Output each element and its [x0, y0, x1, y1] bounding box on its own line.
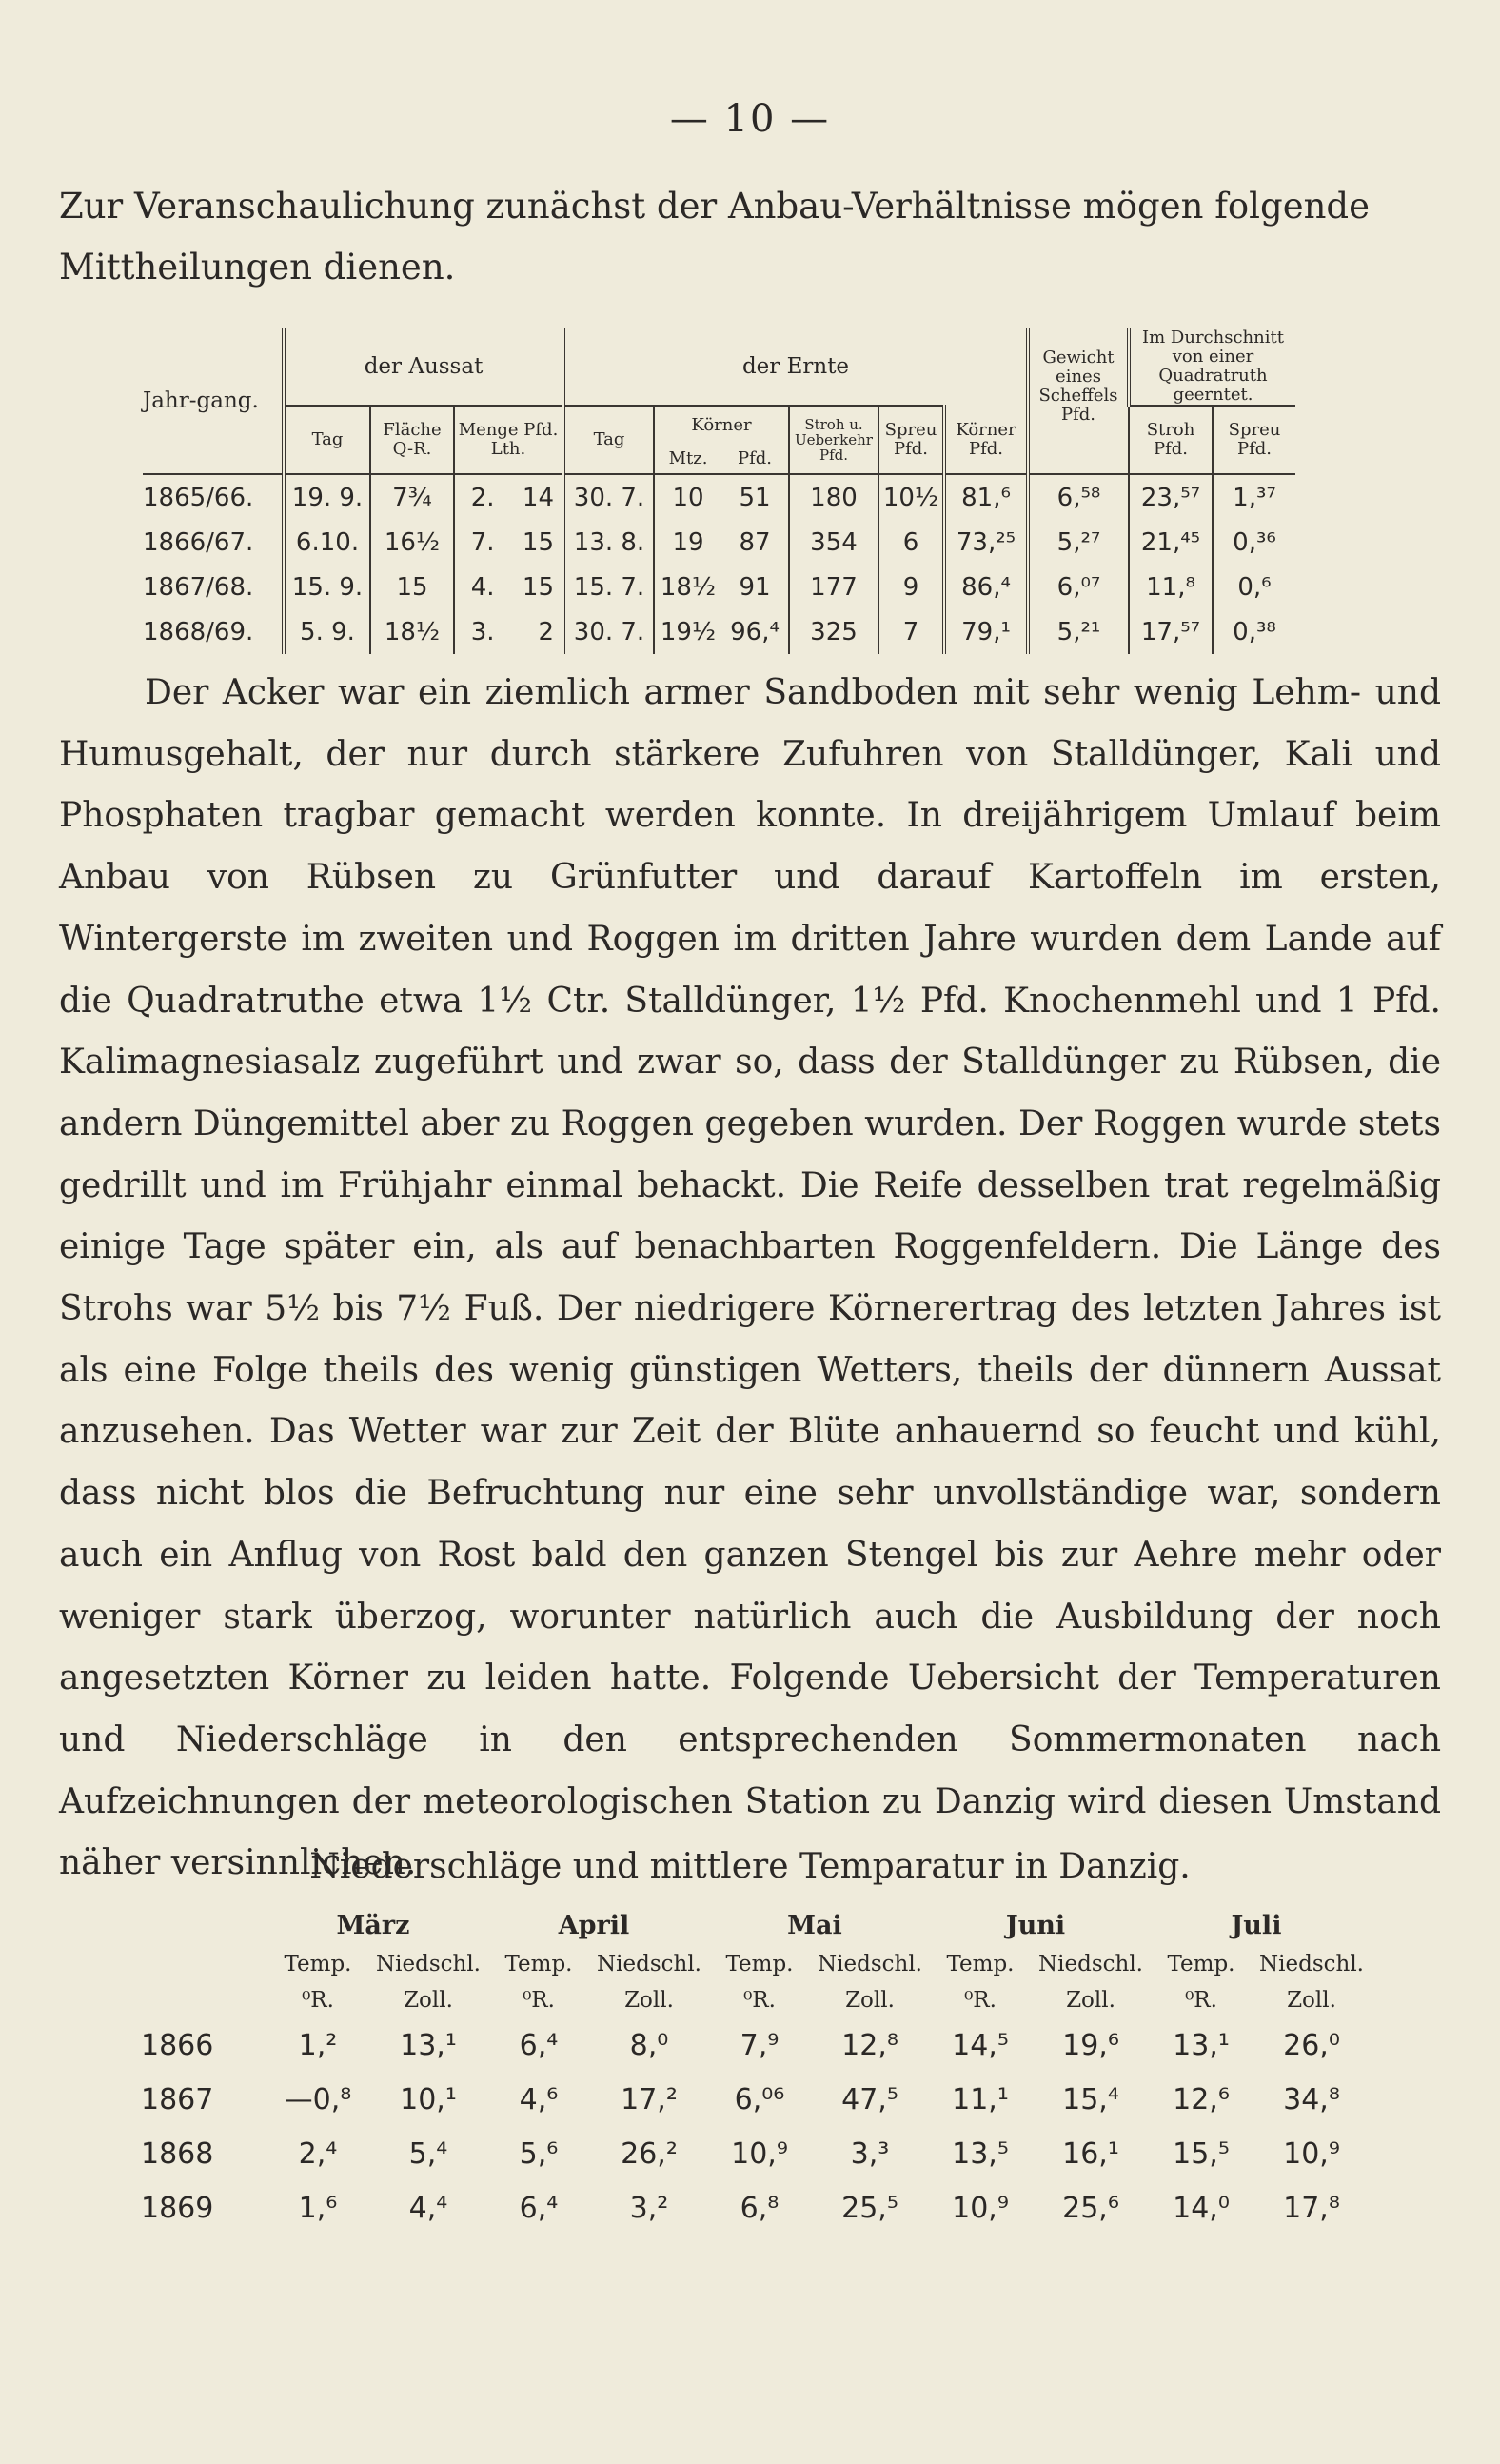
cell-gewicht: 81,⁶: [944, 474, 1028, 520]
table-row: [141, 2127, 1367, 2181]
cell-sp: 0,³⁸: [1213, 609, 1295, 654]
cell-a-tag: 5. 9.: [284, 609, 370, 654]
cell-s: 11,⁸: [1129, 565, 1213, 609]
table-cell: 26,⁰: [1283, 2029, 1340, 2062]
cell-pfd: 96,⁴: [730, 617, 780, 646]
cell-stroh: 177: [789, 565, 878, 609]
cell-year: 1868/69.: [143, 617, 254, 646]
intro-paragraph: [59, 176, 1441, 298]
unit-nieder: Zoll.: [404, 1988, 453, 2013]
table-cell: 6,⁰⁶: [734, 2083, 785, 2116]
table-cell: 25,⁵: [841, 2192, 898, 2225]
th-ernte: der Ernte: [563, 328, 1028, 406]
unit-temp: ⁰R.: [1185, 1988, 1217, 2013]
table-cell: 14,⁵: [952, 2029, 1009, 2062]
table-cell: 10,⁹: [731, 2137, 788, 2171]
table-cell: 6,⁸: [740, 2192, 780, 2225]
cell-e-tag: 15. 7.: [563, 565, 654, 609]
table-cell: 10,¹: [400, 2083, 457, 2116]
table-cell: 19,⁶: [1062, 2029, 1119, 2062]
table-cell: 8,⁰: [629, 2029, 669, 2062]
corner-cell: [141, 1946, 263, 1982]
month-header: April: [558, 1910, 630, 1940]
cell-a-pfd: 3.: [454, 609, 503, 654]
cell-a-lth: 15: [522, 527, 554, 557]
cell-a-lth: 14: [522, 483, 554, 512]
cell-gewicht: 86,⁴: [944, 565, 1028, 609]
nieder-label: Niedschl.: [1038, 1952, 1143, 1977]
cell-spreu: 10½: [878, 474, 944, 520]
cell-a-tag: 19. 9.: [284, 474, 370, 520]
weather-table: [141, 1904, 1367, 2235]
cell-stroh: 354: [789, 520, 878, 565]
table-cell: 10,⁹: [952, 2192, 1009, 2225]
th-ernte-koerner: Körner: [654, 406, 789, 445]
unit-temp: ⁰R.: [964, 1988, 997, 2013]
intro-text: Zur Veranschaulichung zunächst der Anbau-Verhältnisse mögen folgende Mittheilungen dienen.: [59, 186, 1371, 288]
nieder-label: Niedschl.: [1259, 1952, 1364, 1977]
table-cell: 5,⁶: [519, 2137, 559, 2171]
unit-temp: ⁰R.: [523, 1988, 555, 2013]
table-cell: 13,¹: [1173, 2029, 1230, 2062]
cell-a-fl: 15: [370, 565, 454, 609]
th-aussat: der Aussat: [284, 328, 563, 406]
row-year: 1868: [141, 2137, 214, 2171]
cell-sp: 0,⁶: [1213, 565, 1295, 609]
cell-k: 6,⁵⁸: [1028, 474, 1129, 520]
nieder-label: Niedschl.: [597, 1952, 701, 1977]
table-cell: 34,⁸: [1283, 2083, 1340, 2116]
cell-stroh: 180: [789, 474, 878, 520]
unit-nieder: Zoll.: [1287, 1988, 1336, 2013]
cell-k: 5,²¹: [1028, 609, 1129, 654]
cell-a-fl: 16½: [370, 520, 454, 565]
nieder-label: Niedschl.: [818, 1952, 922, 1977]
body-text: Der Acker war ein ziemlich armer Sandboden mit sehr wenig Lehm- und Humusgehalt, der nur durch stärkere Zufuhren von Stalldünger, Kali und Phosphaten tragbar gemacht werden konnte. In dreijährigem Umlauf beim Anbau von Rübsen zu Grünfutter und darauf Kartoffeln im ersten, Wintergerste im zweiten und Roggen im dritten Jahre wurden dem Lande auf die Quadratruthe etwa 1½ Ctr. Stalldünger, 1½ Pfd. Knochenmehl und 1 Pfd. Kalimagnesiasalz zugeführt und zwar so, dass der Stalldünger zu Rübsen, die andern Düngemittel aber zu Roggen gegeben wurden. Der Roggen wurde stets gedrillt und im Frühjahr einmal behackt. Die Reife desselben trat regelmäßig einige Tage später ein, als auf benachbarten Roggenfeldern. Die Länge des Strohs war 5½ bis 7½ Fuß. Der niedrigere Körnerertrag des letzten Jahres ist als eine Folge theils des wenig günstigen Wetters, theils der dünnern Aussat anzusehen. Das Wetter war zur Zeit der Blüte anhauernd so feucht und kühl, dass nicht blos die Befruchtung nur eine sehr unvollständige war, sondern auch ein Anflug von Rost bald den ganzen Stengel bis zur Aehre mehr oder weniger stark überzog, worunter natürlich auch die Ausbildung der noch angesetzten Körner zu leiden hatte. Folgende Uebersicht der Temperaturen und Niederschläge in den entsprechenden Sommermonaten nach Aufzeichnungen der meteorologischen Station zu Danzig wird diesen Umstand näher versinnlichen.: [59, 673, 1441, 1883]
th-qr-koerner: Körner Pfd.: [944, 406, 1028, 474]
temp-label: Temp.: [725, 1952, 794, 1977]
row-year: 1869: [141, 2192, 214, 2225]
temp-label: Temp.: [504, 1952, 573, 1977]
table-row: [143, 565, 1295, 609]
unit-temp: ⁰R.: [302, 1988, 334, 2013]
temp-label: Temp.: [284, 1952, 352, 1977]
table-cell: 1,²: [298, 2029, 338, 2062]
table-cell: 26,²: [621, 2137, 678, 2171]
table-cell: 7,⁹: [740, 2029, 780, 2062]
table-row: [141, 2018, 1367, 2073]
table-cell: 14,⁰: [1173, 2192, 1230, 2225]
month-header: Juli: [1231, 1910, 1282, 1940]
table-cell: 17,⁸: [1283, 2192, 1340, 2225]
table-cell: 47,⁵: [841, 2083, 898, 2116]
th-ernte-stroh: Stroh u. Ueberkehr Pfd.: [789, 406, 878, 474]
cell-mtz: 19: [654, 520, 721, 565]
th-qr: Im Durchschnitt von einer Quadratruth geerntet.: [1129, 328, 1295, 406]
cell-year: 1867/68.: [143, 572, 254, 602]
unit-temp: ⁰R.: [743, 1988, 776, 2013]
table-row: [143, 609, 1295, 654]
cell-s: 23,⁵⁷: [1129, 474, 1213, 520]
cell-k: 6,⁰⁷: [1028, 565, 1129, 609]
cell-pfd: 51: [739, 483, 771, 512]
cell-s: 21,⁴⁵: [1129, 520, 1213, 565]
corner-cell: [141, 1904, 263, 1946]
th-ernte-tag: Tag: [563, 406, 654, 474]
table-cell: 12,⁶: [1173, 2083, 1230, 2116]
cell-a-tag: 15. 9.: [284, 565, 370, 609]
cell-a-pfd: 7.: [454, 520, 503, 565]
month-header: Mai: [787, 1910, 842, 1940]
table-cell: 15,⁵: [1173, 2137, 1230, 2171]
th-ernte-pfd: Pfd.: [721, 445, 789, 474]
table-cell: 17,²: [621, 2083, 678, 2116]
cell-pfd: 91: [739, 572, 771, 602]
nieder-label: Niedschl.: [376, 1952, 481, 1977]
th-year: Jahr-gang.: [143, 328, 284, 474]
th-aussat-menge: Menge Pfd. Lth.: [454, 406, 563, 474]
cell-sp: 1,³⁷: [1213, 474, 1295, 520]
table-cell: 6,⁴: [519, 2192, 559, 2225]
cell-e-tag: 30. 7.: [563, 609, 654, 654]
th-gewicht: Gewicht eines Scheffels Pfd.: [1028, 328, 1129, 445]
table-row: [141, 2181, 1367, 2235]
cell-spreu: 7: [878, 609, 944, 654]
unit-nieder: Zoll.: [624, 1988, 674, 2013]
temp-label: Temp.: [946, 1952, 1015, 1977]
cell-pfd: 87: [739, 527, 771, 557]
cell-gewicht: 73,²⁵: [944, 520, 1028, 565]
table-cell: 4,⁶: [519, 2083, 559, 2116]
table-row: [141, 2073, 1367, 2127]
table-cell: 6,⁴: [519, 2029, 559, 2062]
table-cell: 2,⁴: [298, 2137, 338, 2171]
cell-a-fl: 7¾: [370, 474, 454, 520]
temp-label: Temp.: [1167, 1952, 1235, 1977]
cell-year: 1865/66.: [143, 483, 254, 512]
cell-e-tag: 30. 7.: [563, 474, 654, 520]
month-header: Juni: [1005, 1910, 1066, 1940]
yield-table: [143, 328, 1295, 654]
month-header: März: [336, 1910, 410, 1940]
cell-year: 1866/67.: [143, 527, 254, 557]
cell-mtz: 18½: [654, 565, 721, 609]
cell-stroh: 325: [789, 609, 878, 654]
cell-a-pfd: 2.: [454, 474, 503, 520]
cell-a-lth: 15: [522, 572, 554, 602]
th-ernte-spreu: Spreu Pfd.: [878, 406, 944, 474]
cell-a-lth: 2: [538, 617, 554, 646]
row-year: 1866: [141, 2029, 214, 2062]
th-qr-spreu: Spreu Pfd.: [1213, 406, 1295, 474]
table-cell: 16,¹: [1062, 2137, 1119, 2171]
table-cell: 1,⁶: [298, 2192, 338, 2225]
table-row: [143, 474, 1295, 520]
cell-a-tag: 6.10.: [284, 520, 370, 565]
table-cell: 25,⁶: [1062, 2192, 1119, 2225]
cell-mtz: 19½: [654, 609, 721, 654]
cell-s: 17,⁵⁷: [1129, 609, 1213, 654]
unit-nieder: Zoll.: [845, 1988, 895, 2013]
table-cell: 13,¹: [400, 2029, 457, 2062]
table-cell: —0,⁸: [284, 2083, 352, 2116]
th-gewicht-base: [1028, 445, 1129, 474]
row-year: 1867: [141, 2083, 214, 2116]
cell-e-tag: 13. 8.: [563, 520, 654, 565]
cell-gewicht: 79,¹: [944, 609, 1028, 654]
table-cell: 4,⁴: [408, 2192, 448, 2225]
weather-table-title: Niederschläge und mittlere Temparatur in Danzig.: [309, 1847, 1191, 1886]
table-row: [143, 520, 1295, 565]
corner-cell: [141, 1982, 263, 2018]
cell-k: 5,²⁷: [1028, 520, 1129, 565]
unit-nieder: Zoll.: [1066, 1988, 1115, 2013]
table-cell: 3,³: [850, 2137, 890, 2171]
table-cell: 13,⁵: [952, 2137, 1009, 2171]
table-cell: 5,⁴: [408, 2137, 448, 2171]
cell-sp: 0,³⁶: [1213, 520, 1295, 565]
th-qr-stroh: Stroh Pfd.: [1129, 406, 1213, 474]
table-cell: 15,⁴: [1062, 2083, 1119, 2116]
th-aussat-flaeche: Fläche Q-R.: [370, 406, 454, 474]
table-cell: 3,²: [629, 2192, 669, 2225]
cell-mtz: 10: [654, 474, 721, 520]
th-aussat-tag: Tag: [284, 406, 370, 474]
cell-spreu: 6: [878, 520, 944, 565]
body-paragraph: [59, 663, 1441, 1895]
table-cell: 11,¹: [952, 2083, 1009, 2116]
table-cell: 10,⁹: [1283, 2137, 1340, 2171]
th-ernte-mtz: Mtz.: [654, 445, 721, 474]
cell-spreu: 9: [878, 565, 944, 609]
page-number: — 10 —: [669, 97, 831, 141]
cell-a-pfd: 4.: [454, 565, 503, 609]
cell-a-fl: 18½: [370, 609, 454, 654]
table-cell: 12,⁸: [841, 2029, 898, 2062]
